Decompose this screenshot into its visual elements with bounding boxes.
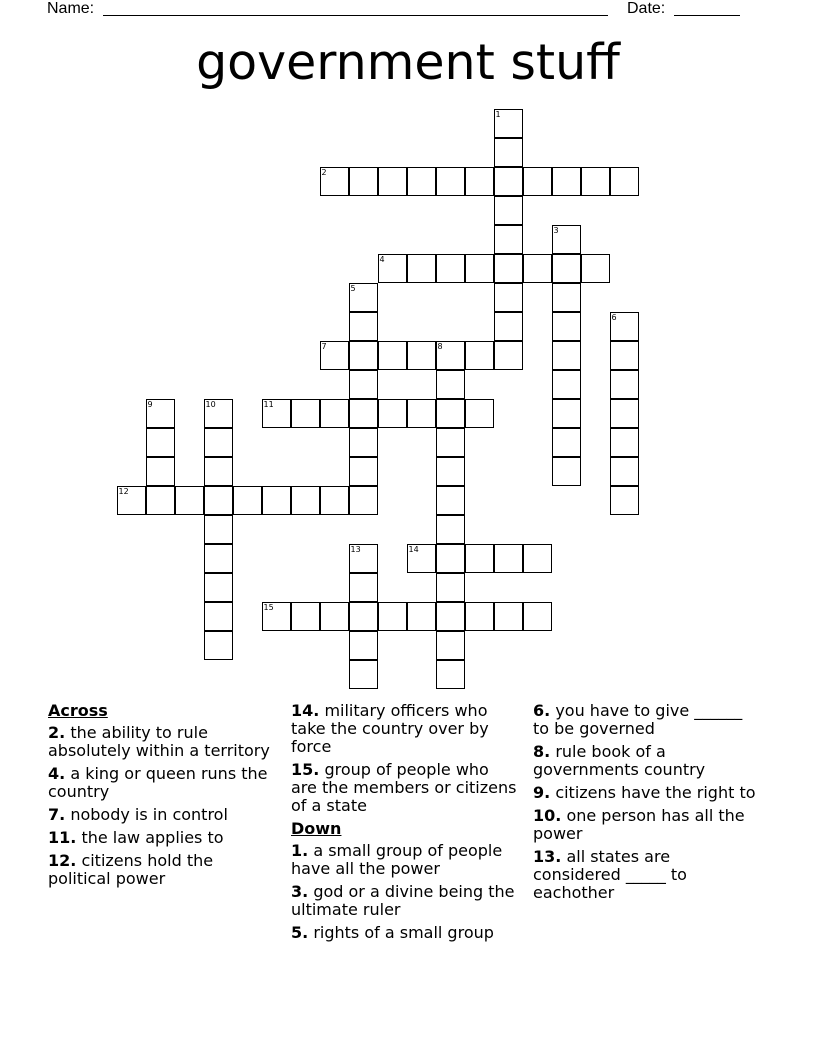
down-clue bbox=[533, 784, 759, 802]
crossword-cell[interactable] bbox=[494, 312, 523, 341]
crossword-cell[interactable] bbox=[320, 341, 349, 370]
crossword-cell[interactable] bbox=[349, 544, 378, 573]
across-clue bbox=[48, 852, 274, 888]
crossword-cell[interactable] bbox=[436, 486, 465, 515]
clue-column-1 bbox=[48, 702, 274, 893]
clue-number: 13. bbox=[533, 847, 562, 866]
crossword-cell[interactable] bbox=[494, 254, 523, 283]
crossword-cell[interactable] bbox=[378, 341, 407, 370]
cell-number: 9 bbox=[147, 399, 153, 409]
crossword-cell[interactable] bbox=[552, 254, 581, 283]
cell-number: 11 bbox=[263, 399, 274, 409]
crossword-cell[interactable] bbox=[436, 544, 465, 573]
crossword-cell[interactable] bbox=[494, 602, 523, 631]
crossword-cell[interactable] bbox=[523, 167, 552, 196]
crossword-cell[interactable] bbox=[610, 312, 639, 341]
cell-number: 10 bbox=[205, 399, 216, 409]
cell-number: 7 bbox=[321, 341, 327, 351]
clue-text: one person has all the power bbox=[533, 806, 745, 843]
crossword-cell[interactable] bbox=[494, 167, 523, 196]
crossword-cell[interactable] bbox=[407, 544, 436, 573]
clue-number: 15. bbox=[291, 760, 320, 779]
crossword-cell[interactable] bbox=[204, 573, 233, 602]
clue-number: 11. bbox=[48, 828, 77, 847]
crossword-cell[interactable] bbox=[436, 341, 465, 370]
crossword-cell[interactable] bbox=[378, 602, 407, 631]
crossword-cell[interactable] bbox=[378, 254, 407, 283]
crossword-cell[interactable] bbox=[552, 399, 581, 428]
cell-number: 14 bbox=[408, 544, 419, 554]
cell-number: 15 bbox=[263, 602, 274, 612]
crossword-cell[interactable] bbox=[204, 631, 233, 660]
crossword-cell[interactable] bbox=[494, 196, 523, 225]
down-clue bbox=[291, 924, 517, 942]
crossword-cell[interactable] bbox=[581, 167, 610, 196]
crossword-cell[interactable] bbox=[320, 399, 349, 428]
crossword-cell[interactable] bbox=[436, 631, 465, 660]
crossword-cell[interactable] bbox=[320, 486, 349, 515]
clue-text: a king or queen runs the country bbox=[48, 764, 268, 801]
clue-number: 2. bbox=[48, 723, 66, 742]
crossword-cell[interactable] bbox=[146, 486, 175, 515]
clue-number: 1. bbox=[291, 841, 309, 860]
clue-text: rights of a small group bbox=[313, 923, 494, 942]
across-clue bbox=[48, 829, 274, 847]
down-clue bbox=[291, 842, 517, 878]
crossword-cell[interactable] bbox=[610, 167, 639, 196]
crossword-cell[interactable] bbox=[320, 167, 349, 196]
crossword-cell[interactable] bbox=[523, 254, 552, 283]
crossword-cell[interactable] bbox=[436, 428, 465, 457]
crossword-cell[interactable] bbox=[349, 283, 378, 312]
crossword-cell[interactable] bbox=[349, 167, 378, 196]
crossword-cell[interactable] bbox=[204, 515, 233, 544]
crossword-cell[interactable] bbox=[378, 167, 407, 196]
down-clue bbox=[533, 743, 759, 779]
crossword-cell[interactable] bbox=[436, 370, 465, 399]
crossword-cell[interactable] bbox=[436, 602, 465, 631]
crossword-cell[interactable] bbox=[349, 428, 378, 457]
clue-text: a small group of people have all the power bbox=[291, 841, 503, 878]
clue-number: 3. bbox=[291, 882, 309, 901]
crossword-cell[interactable] bbox=[465, 254, 494, 283]
crossword-cell[interactable] bbox=[204, 428, 233, 457]
crossword-cell[interactable] bbox=[552, 370, 581, 399]
crossword-cell[interactable] bbox=[204, 544, 233, 573]
down-clue bbox=[291, 883, 517, 919]
clue-column-3 bbox=[533, 702, 759, 907]
crossword-cell[interactable] bbox=[320, 602, 349, 631]
crossword-cell[interactable] bbox=[291, 602, 320, 631]
crossword-cell[interactable] bbox=[262, 486, 291, 515]
crossword-cell[interactable] bbox=[610, 486, 639, 515]
clue-number: 7. bbox=[48, 805, 66, 824]
clue-text: rule book of a governments country bbox=[533, 742, 706, 779]
crossword-cell[interactable] bbox=[349, 631, 378, 660]
crossword-cell[interactable] bbox=[494, 225, 523, 254]
crossword-cell[interactable] bbox=[494, 283, 523, 312]
crossword-cell[interactable] bbox=[436, 167, 465, 196]
across-heading: Across bbox=[48, 701, 108, 720]
clue-text: you have to give ______ to be governed bbox=[533, 701, 743, 738]
crossword-cell[interactable] bbox=[407, 254, 436, 283]
crossword-cell[interactable] bbox=[291, 399, 320, 428]
crossword-cell[interactable] bbox=[349, 602, 378, 631]
crossword-cell[interactable] bbox=[204, 602, 233, 631]
clue-number: 4. bbox=[48, 764, 66, 783]
crossword-cell[interactable] bbox=[494, 341, 523, 370]
crossword-cell[interactable] bbox=[494, 138, 523, 167]
clue-number: 8. bbox=[533, 742, 551, 761]
clue-text: citizens have the right to bbox=[555, 783, 756, 802]
crossword-cell[interactable] bbox=[465, 544, 494, 573]
crossword-cell[interactable] bbox=[349, 573, 378, 602]
crossword-cell[interactable] bbox=[175, 486, 204, 515]
clue-text: nobody is in control bbox=[70, 805, 228, 824]
crossword-cell[interactable] bbox=[436, 573, 465, 602]
clue-number: 12. bbox=[48, 851, 77, 870]
puzzle-title: government stuff bbox=[196, 34, 620, 91]
clue-number: 9. bbox=[533, 783, 551, 802]
crossword-cell[interactable] bbox=[291, 486, 320, 515]
cell-number: 6 bbox=[611, 312, 617, 322]
crossword-cell[interactable] bbox=[552, 312, 581, 341]
crossword-cell[interactable] bbox=[436, 399, 465, 428]
crossword-cell[interactable] bbox=[465, 341, 494, 370]
crossword-cell[interactable] bbox=[349, 486, 378, 515]
clue-text: the law applies to bbox=[81, 828, 224, 847]
clue-number: 5. bbox=[291, 923, 309, 942]
down-clue bbox=[533, 702, 759, 738]
crossword-cell[interactable] bbox=[552, 167, 581, 196]
crossword-cell[interactable] bbox=[465, 602, 494, 631]
across-clue bbox=[48, 806, 274, 824]
crossword-cell[interactable] bbox=[349, 660, 378, 689]
cell-number: 2 bbox=[321, 167, 327, 177]
crossword-cell[interactable] bbox=[523, 602, 552, 631]
cell-number: 13 bbox=[350, 544, 361, 554]
across-clue bbox=[291, 761, 517, 815]
crossword-cell[interactable] bbox=[436, 254, 465, 283]
cell-number: 3 bbox=[553, 225, 559, 235]
crossword-cell[interactable] bbox=[465, 399, 494, 428]
clue-text: citizens hold the political power bbox=[48, 851, 214, 888]
crossword-cell[interactable] bbox=[233, 486, 262, 515]
crossword-cell[interactable] bbox=[117, 486, 146, 515]
crossword-cell[interactable] bbox=[436, 660, 465, 689]
across-clue bbox=[291, 702, 517, 756]
crossword-cell[interactable] bbox=[146, 457, 175, 486]
crossword-cell[interactable] bbox=[378, 399, 407, 428]
crossword-cell[interactable] bbox=[552, 457, 581, 486]
down-clue bbox=[533, 848, 759, 902]
crossword-cell[interactable] bbox=[262, 399, 291, 428]
crossword-cell[interactable] bbox=[581, 254, 610, 283]
crossword-cell[interactable] bbox=[610, 428, 639, 457]
crossword-cell[interactable] bbox=[407, 399, 436, 428]
clue-text: the ability to rule absolutely within a territory bbox=[48, 723, 270, 760]
clue-number: 14. bbox=[291, 701, 320, 720]
date-label: Date: bbox=[627, 0, 666, 17]
crossword-cell[interactable] bbox=[349, 370, 378, 399]
cell-number: 12 bbox=[118, 486, 129, 496]
cell-number: 1 bbox=[495, 109, 501, 119]
down-heading: Down bbox=[291, 819, 342, 838]
clue-text: god or a divine being the ultimate ruler bbox=[291, 882, 515, 919]
clue-number: 6. bbox=[533, 701, 551, 720]
crossword-cell[interactable] bbox=[610, 341, 639, 370]
crossword-cell[interactable] bbox=[465, 167, 494, 196]
crossword-cell[interactable] bbox=[407, 167, 436, 196]
clue-text: group of people who are the members or citizens of a state bbox=[291, 760, 517, 815]
crossword-cell[interactable] bbox=[552, 341, 581, 370]
cell-number: 4 bbox=[379, 254, 385, 264]
crossword-cell[interactable] bbox=[610, 370, 639, 399]
crossword-cell[interactable] bbox=[552, 225, 581, 254]
crossword-cell[interactable] bbox=[494, 544, 523, 573]
crossword-cell[interactable] bbox=[523, 544, 552, 573]
crossword-cell[interactable] bbox=[436, 457, 465, 486]
crossword-cell[interactable] bbox=[349, 457, 378, 486]
crossword-cell[interactable] bbox=[407, 341, 436, 370]
crossword-cell[interactable] bbox=[262, 602, 291, 631]
down-clue bbox=[533, 807, 759, 843]
crossword-cell[interactable] bbox=[610, 399, 639, 428]
crossword-cell[interactable] bbox=[204, 399, 233, 428]
crossword-cell[interactable] bbox=[204, 457, 233, 486]
crossword-cell[interactable] bbox=[204, 486, 233, 515]
crossword-cell[interactable] bbox=[349, 312, 378, 341]
clue-text: military officers who take the country over by force bbox=[291, 701, 489, 756]
clue-number: 10. bbox=[533, 806, 562, 825]
clue-column-2 bbox=[291, 702, 517, 947]
across-clue bbox=[48, 724, 274, 760]
cell-number: 5 bbox=[350, 283, 356, 293]
crossword-cell[interactable] bbox=[552, 428, 581, 457]
crossword-cell[interactable] bbox=[494, 109, 523, 138]
crossword-cell[interactable] bbox=[552, 283, 581, 312]
crossword-cell[interactable] bbox=[349, 399, 378, 428]
crossword-cell[interactable] bbox=[146, 428, 175, 457]
crossword-cell[interactable] bbox=[146, 399, 175, 428]
crossword-cell[interactable] bbox=[349, 341, 378, 370]
cell-number: 8 bbox=[437, 341, 443, 351]
crossword-cell[interactable] bbox=[407, 602, 436, 631]
across-clue bbox=[48, 765, 274, 801]
crossword-cell[interactable] bbox=[436, 515, 465, 544]
crossword-cell[interactable] bbox=[610, 457, 639, 486]
name-label: Name: bbox=[47, 0, 95, 17]
clue-text: all states are considered _____ to eachother bbox=[533, 847, 687, 902]
